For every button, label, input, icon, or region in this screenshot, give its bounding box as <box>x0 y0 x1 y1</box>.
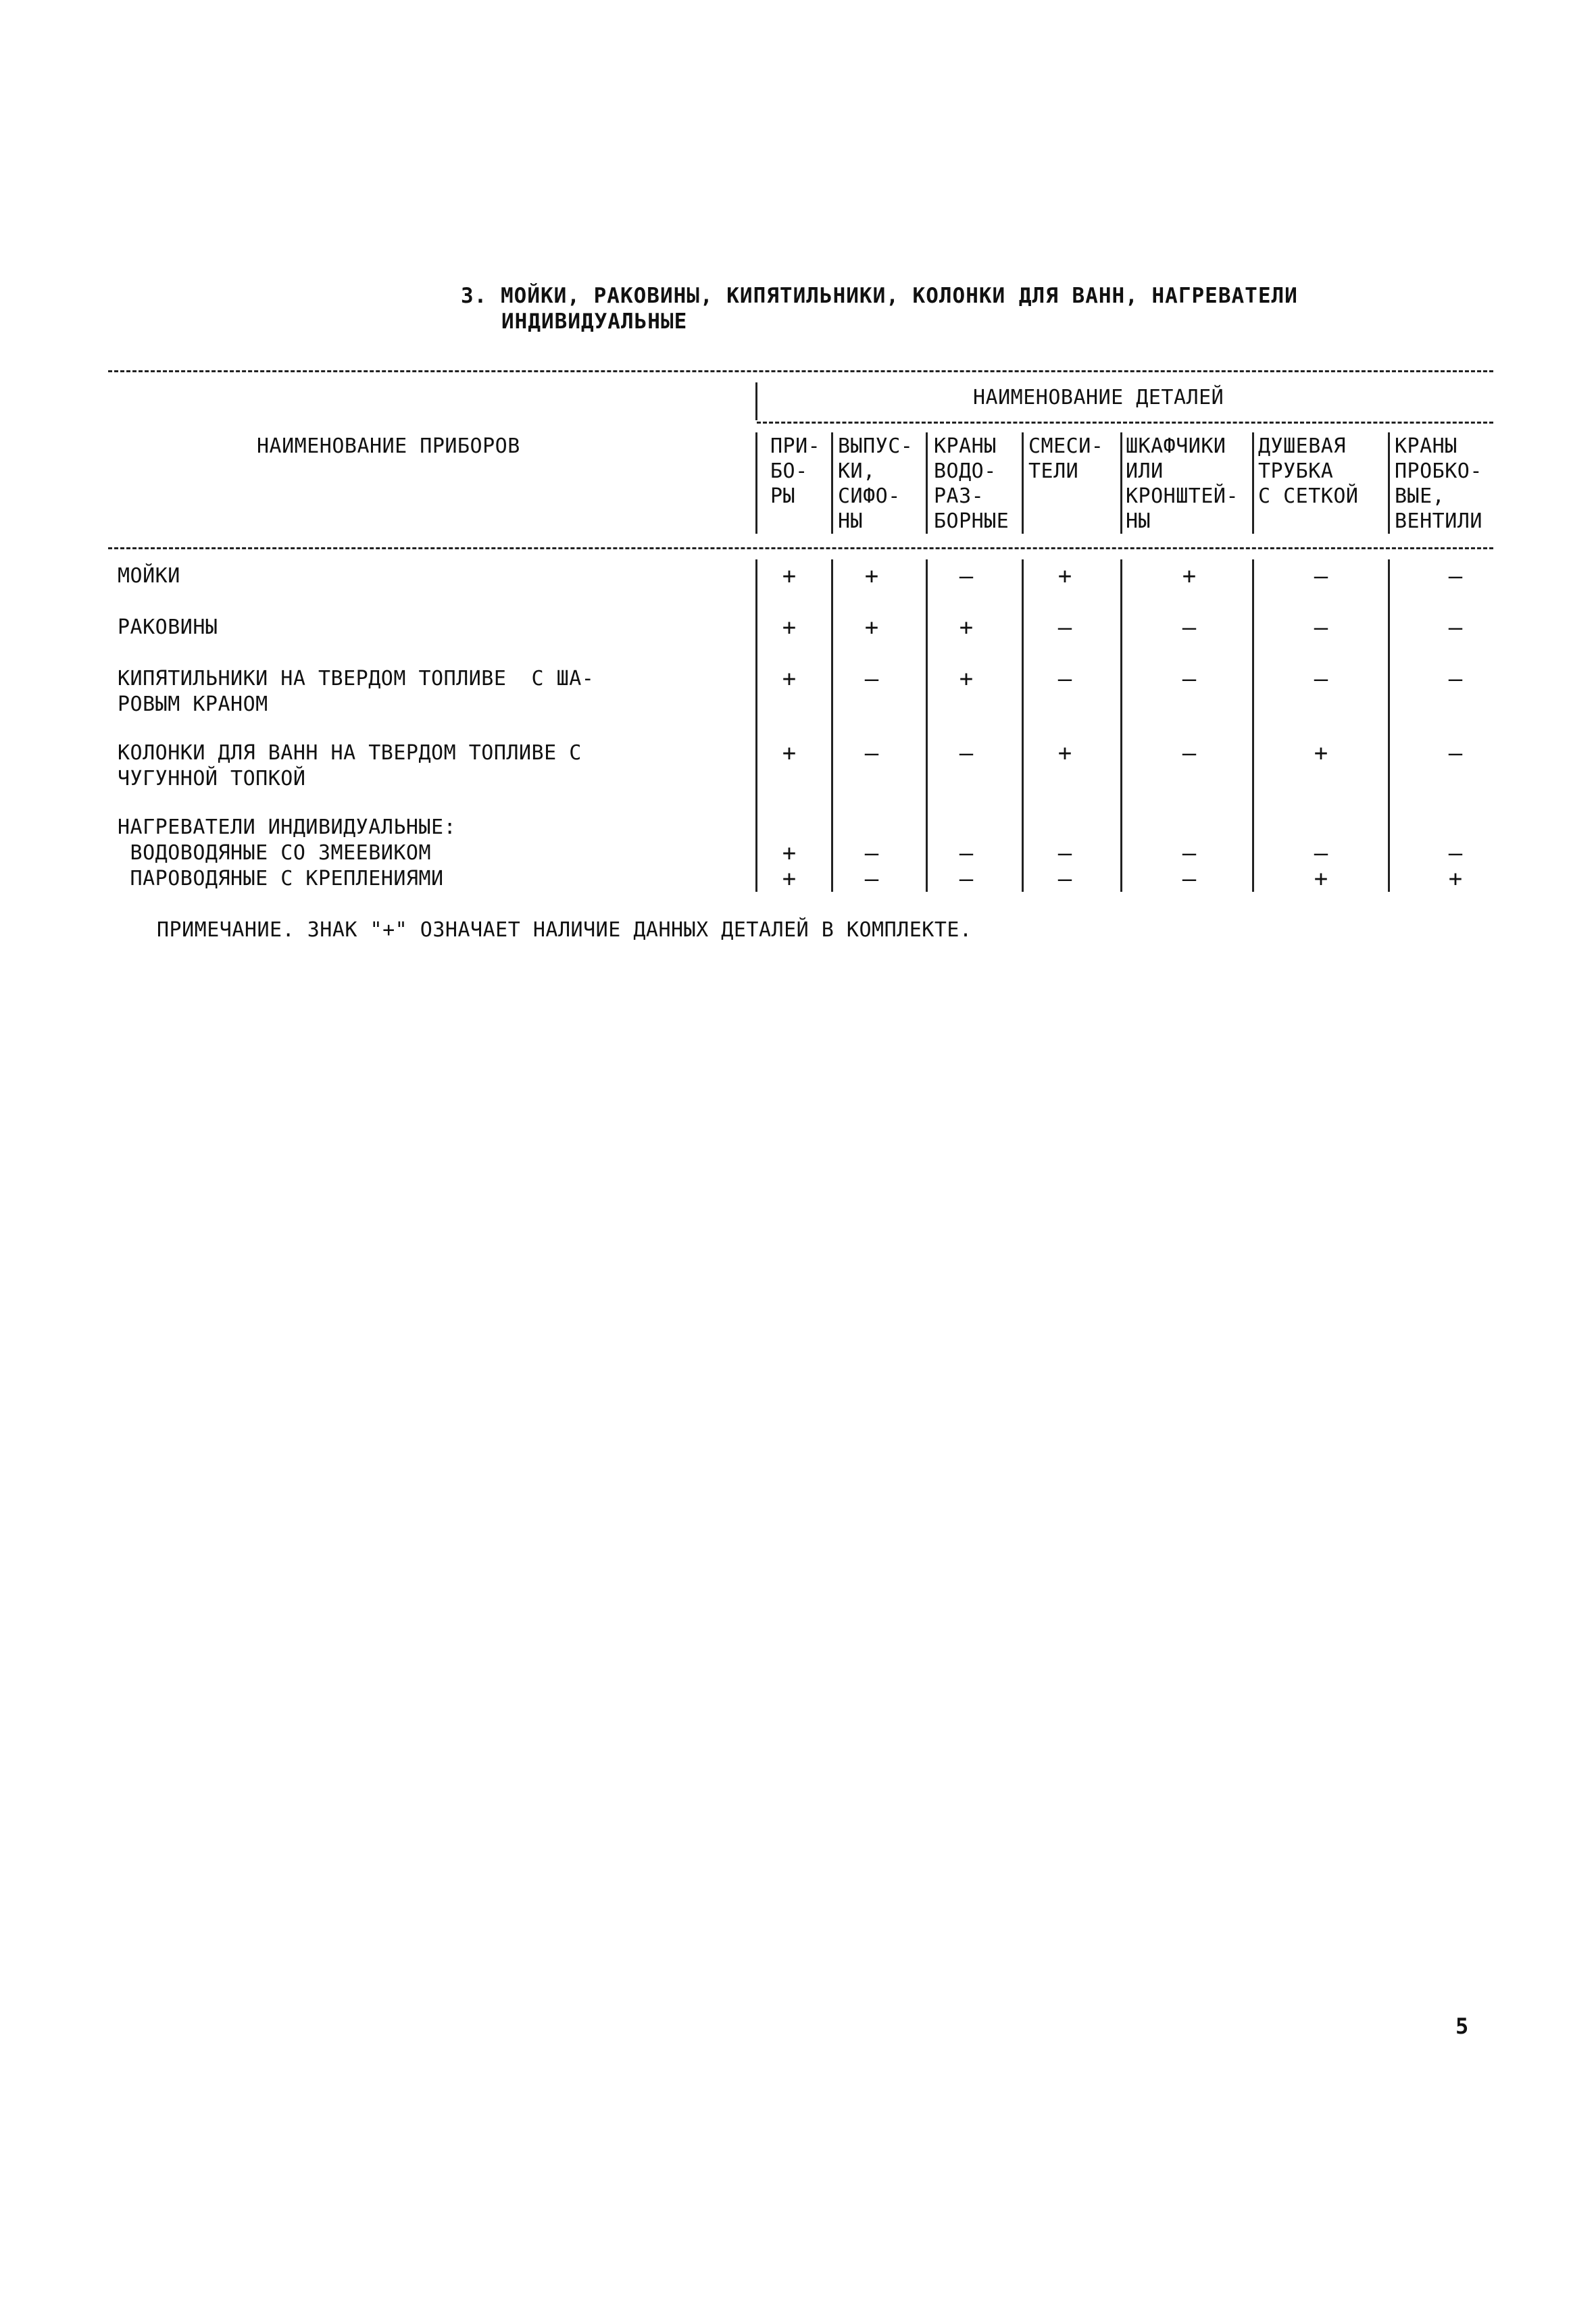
dash-mark: – <box>959 865 974 892</box>
column-header-line: КРАНЫ <box>1395 434 1457 458</box>
plus-mark: + <box>864 563 879 590</box>
dash-mark: – <box>864 840 879 867</box>
column-header-line: БО- <box>770 459 808 483</box>
row-name: РАКОВИНЫ <box>118 615 218 639</box>
row-name: РОВЫМ КРАНОМ <box>118 693 268 716</box>
header-bottom-rule <box>108 547 1493 549</box>
column-header-line: РЫ <box>770 484 796 508</box>
plus-mark: + <box>1057 563 1072 590</box>
plus-mark: + <box>1182 563 1197 590</box>
column-header-line: БОРНЫЕ <box>934 509 1009 533</box>
dash-mark: – <box>1057 840 1072 867</box>
dash-mark: – <box>1448 840 1463 867</box>
header-column-separator <box>1388 432 1390 534</box>
header-column-separator <box>926 432 928 534</box>
column-header-line: ВЕНТИЛИ <box>1395 509 1482 533</box>
dash-mark: – <box>1182 840 1197 867</box>
plus-mark: + <box>1448 865 1463 892</box>
body-column-separator <box>831 559 833 892</box>
header-column-separator <box>755 432 757 534</box>
dash-mark: – <box>1057 614 1072 641</box>
column-header-line: ВЫПУС- <box>838 434 914 458</box>
column-header-line: ШКАФЧИКИ <box>1126 434 1226 458</box>
row-name: НАГРЕВАТЕЛИ ИНДИВИДУАЛЬНЫЕ: <box>118 815 457 839</box>
column-header-line: НЫ <box>1126 509 1151 533</box>
column-header-line: ПРИ- <box>770 434 821 458</box>
document-title-line2: ИНДИВИДУАЛЬНЫЕ <box>501 309 688 334</box>
dash-mark: – <box>1182 740 1197 767</box>
plus-mark: + <box>1314 740 1328 767</box>
column-header-line: ВЫЕ, <box>1395 484 1445 508</box>
dash-mark: – <box>864 740 879 767</box>
plus-mark: + <box>1057 740 1072 767</box>
document-title-line1: 3. МОЙКИ, РАКОВИНЫ, КИПЯТИЛЬНИКИ, КОЛОНКИ ДЛЯ ВАНН, НАГРЕВАТЕЛИ <box>461 284 1298 308</box>
dash-mark: – <box>1057 865 1072 892</box>
body-column-separator <box>926 559 928 892</box>
column-header-line: СМЕСИ- <box>1028 434 1104 458</box>
plus-mark: + <box>782 665 797 693</box>
plus-mark: + <box>959 614 974 641</box>
dash-mark: – <box>959 740 974 767</box>
column-header-line: ИЛИ <box>1126 459 1164 483</box>
dash-mark: – <box>1057 665 1072 693</box>
column-header-line: РАЗ- <box>934 484 984 508</box>
table-note: ПРИМЕЧАНИЕ. ЗНАК "+" ОЗНАЧАЕТ НАЛИЧИЕ ДАННЫХ ДЕТАЛЕЙ В КОМПЛЕКТЕ. <box>157 918 972 942</box>
header-column-separator <box>1022 432 1024 534</box>
dash-mark: – <box>1448 665 1463 693</box>
body-column-separator <box>1252 559 1254 892</box>
header-column-separator <box>831 432 833 534</box>
dash-mark: – <box>864 865 879 892</box>
table-top-rule <box>108 370 1493 372</box>
row-name: ЧУГУННОЙ ТОПКОЙ <box>118 767 306 790</box>
dash-mark: – <box>1314 840 1328 867</box>
dash-mark: – <box>1314 614 1328 641</box>
column-header-line: ПРОБКО- <box>1395 459 1482 483</box>
column-header-line: НЫ <box>838 509 864 533</box>
column-header-line: ВОДО- <box>934 459 997 483</box>
dash-mark: – <box>1182 614 1197 641</box>
plus-mark: + <box>864 614 879 641</box>
row-name: ПАРОВОДЯНЫЕ С КРЕПЛЕНИЯМИ <box>118 867 444 890</box>
dash-mark: – <box>959 563 974 590</box>
column-header-line: КРАНЫ <box>934 434 997 458</box>
row-header-label: НАИМЕНОВАНИЕ ПРИБОРОВ <box>257 434 520 458</box>
body-column-separator <box>1120 559 1122 892</box>
dash-mark: – <box>1182 865 1197 892</box>
dash-mark: – <box>1448 740 1463 767</box>
dash-mark: – <box>1448 563 1463 590</box>
group-header-separator <box>755 382 757 420</box>
header-column-separator <box>1120 432 1122 534</box>
dash-mark: – <box>1314 563 1328 590</box>
column-header-line: ДУШЕВАЯ <box>1258 434 1346 458</box>
column-header-line: КИ, <box>838 459 876 483</box>
plus-mark: + <box>782 865 797 892</box>
dash-mark: – <box>864 665 879 693</box>
dash-mark: – <box>1314 665 1328 693</box>
header-column-separator <box>1252 432 1254 534</box>
column-header-line: ТРУБКА <box>1258 459 1334 483</box>
page-number: 5 <box>1455 2013 1469 2039</box>
plus-mark: + <box>959 665 974 693</box>
body-column-separator <box>755 559 757 892</box>
dash-mark: – <box>1448 614 1463 641</box>
body-column-separator <box>1022 559 1024 892</box>
plus-mark: + <box>782 614 797 641</box>
column-header-line: ТЕЛИ <box>1028 459 1079 483</box>
dash-mark: – <box>1182 665 1197 693</box>
column-header-line: С СЕТКОЙ <box>1258 484 1359 508</box>
row-name: КОЛОНКИ ДЛЯ ВАНН НА ТВЕРДОМ ТОПЛИВЕ С <box>118 741 582 765</box>
plus-mark: + <box>782 840 797 867</box>
plus-mark: + <box>1314 865 1328 892</box>
column-header-line: КРОНШТЕЙ- <box>1126 484 1239 508</box>
plus-mark: + <box>782 740 797 767</box>
group-header-label: НАИМЕНОВАНИЕ ДЕТАЛЕЙ <box>973 386 1224 409</box>
row-name: МОЙКИ <box>118 564 180 588</box>
row-name: КИПЯТИЛЬНИКИ НА ТВЕРДОМ ТОПЛИВЕ С ША- <box>118 667 595 690</box>
row-name: ВОДОВОДЯНЫЕ СО ЗМЕЕВИКОМ <box>118 841 432 865</box>
body-column-separator <box>1388 559 1390 892</box>
plus-mark: + <box>782 563 797 590</box>
column-header-line: СИФО- <box>838 484 901 508</box>
group-header-rule <box>757 422 1493 424</box>
dash-mark: – <box>959 840 974 867</box>
